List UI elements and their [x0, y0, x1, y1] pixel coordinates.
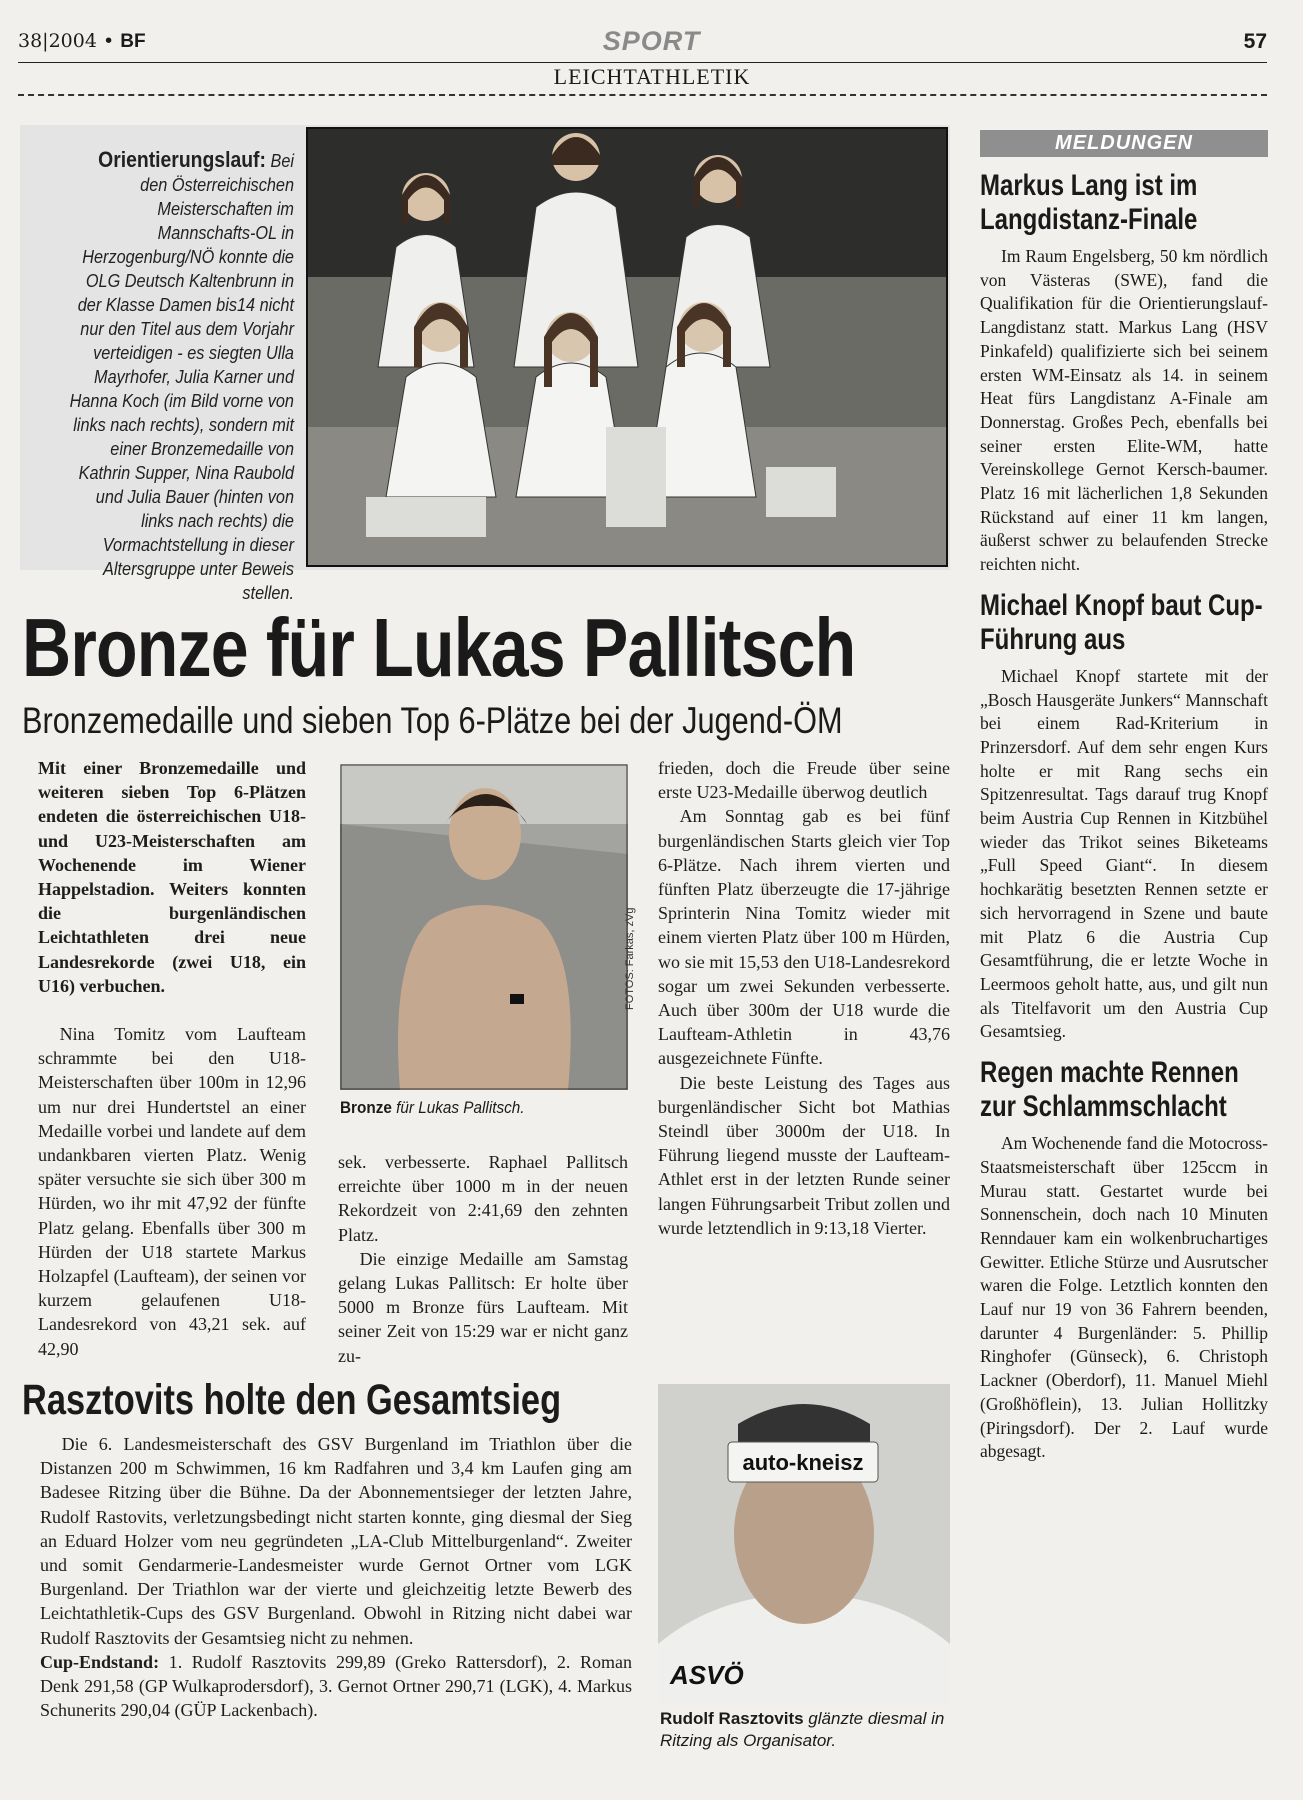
sidebar-text: Im Raum Engelsberg, 50 km nördlich von Västeras (SWE), fand die Qualifikation für die Orientierungslauf-Langdistanz statt. Markus Lang (HSV Pinkafeld) qualifizierte sich bei seinem ersten WM-Einsatz als 14. in seinem Heat fürs Langdistanz A-Finale am Donnerstag. Großes Pech, ebenfalls bei seiner ersten Elite-WM, hatte Vereinskollege Gernot Kersch-baumer. Platz 16 mit lächerlichen 1,8 Sekunden Rückstand auf einer 11 km langen, äußerst schwer zu belaufenden Strecke reichten nicht. — [980, 246, 1268, 575]
header-rule — [18, 62, 1267, 63]
article-paragraph: Die beste Leistung des Tages aus burgenländischer Sicht bot Mathias Steindl über 3000m der U18. In Führung liegend musste der Laufteam-Athlet erst in der letzten Runde seiner langen Führungsarbeit Tribut zollen und wurde letztendlich in 9:13,18 Vierter. — [658, 1072, 950, 1238]
headband-text: auto-kneisz — [742, 1450, 864, 1475]
article-paragraph: Nina Tomitz vom Laufteam schrammte bei den U18-Meisterschaften über 100m in 12,96 um nur drei Hundertstel an einer Medaille vorbei und landete auf dem undankbaren vierten Platz. Wenig später versuchte sie sich über 300 m Hürden, wo ihr mit 47,92 der fünfte Platz gelang. Ebenfalls über 300 m Hürden der U18 startete Markus Holzapfel (Laufteam), der seinen vor kurzem gelaufenen U18-Landesrekord von 43,21 sek. auf 42,90 — [38, 1024, 306, 1359]
subsection-title: LEICHTATHLETIK — [510, 64, 794, 90]
section-title: SPORT — [602, 26, 701, 56]
portrait-photo-caption: Rudolf Rasztovits glänzte diesmal in Ritzing als Organisator. — [660, 1709, 945, 1750]
second-headline: Rasztovits holte den Gesamtsieg — [22, 1376, 562, 1424]
runner-photo — [340, 764, 628, 1090]
article-column-2 — [338, 1150, 628, 1368]
article-paragraph: frieden, doch die Freude über seine erste U23-Medaille überwog deutlich — [658, 758, 950, 803]
article-paragraph: Die einzige Medaille am Samstag gelang Lukas Pallitsch: Er holte über 5000 m Bronze fürs Laufteam. Mit seiner Zeit von 15:29 war er nicht ganz zu- — [338, 1248, 628, 1366]
page-number: 57 — [1243, 30, 1267, 53]
sidebar-label: MELDUNGEN — [980, 130, 1268, 157]
header-dashed-rule — [18, 94, 1267, 96]
article-paragraph: Die 6. Landesmeisterschaft des GSV Burgenland im Triathlon über die Distanzen 200 m Schwimmen, 16 km Radfahren und 3,4 km Laufen ging am Badesee Ritzing über die Bühne. Da der Abonnementsieger der letzten Jahre, Rudolf Rastovits, verletzungsbedingt nicht starten konnte, ging diesmal der Sieg an Eduard Holzer vom neu gegründeten „LA-Club Mittelburgenland“. Zweiter und somit Gendarmerie-Landesmeister wurde Gernot Ortner vom LGK Burgenland. Der Triathlon war der vierte und gleichzeitig letzte Bewerb des Leichtathletik-Cups des GSV Burgenland. Obwohl in Ritzing nicht dabei war Rudolf Rasztovits der Gesamtsieg nicht zu nehmen. — [40, 1434, 632, 1648]
sidebar-headline: Regen machte Rennen zur Schlammschlacht — [980, 1056, 1239, 1124]
team-photo — [306, 127, 948, 567]
sidebar-headline: Markus Lang ist im Langdistanz-Finale — [980, 169, 1198, 236]
article-lead: Mit einer Bronzemedaille und weiteren sieben Top 6-Plätzen endeten die österreichischen U18- und U23-Meisterschaften am Wochenende im Wiener Happelstadion. Weiters konnten die burgenländischen Leichtathleten drei neue Landesrekorde (zwei U18, ein U16) verbuchen. — [38, 758, 306, 996]
shirt-logo: ASVÖ — [670, 1660, 744, 1690]
news-sidebar — [980, 130, 1268, 1464]
second-article — [40, 1432, 632, 1722]
cup-standings: Cup-Endstand: 1. Rudolf Rasztovits 299,89 (Greko Rattersdorf), 2. Roman Denk 291,58 (GP Wulkaprodersdorf), 3. Gernot Ortner 290,71 (LGK), 4. Markus Schunerits 290,04 (GÜP Lackenbach). — [40, 1651, 632, 1721]
runner-photo-caption: Bronze für Lukas Pallitsch. — [340, 1098, 525, 1117]
main-headline: Bronze für Lukas Pallitsch — [22, 601, 856, 694]
photo1-caption: Orientierungslauf: Bei den Österreichischen Meisterschaften im Mannschafts-OL in Herzogenburg/NÖ konnte die OLG Deutsch Kaltenbrunn in der Klasse Damen bis14 nicht nur den Titel aus dem Vorjahr verteidigen - es siegten Ulla Mayrhofer, Julia Karner und Hanna Koch (im Bild vorne von links nach rechts), sondern mit einer Bronzemedaille von Kathrin Supper, Nina Raubold und Julia Bauer (hinten von links nach rechts) die Vormachtstellung in dieser Altersgruppe unter Beweis stellen. — [69, 147, 295, 603]
portrait-photo — [658, 1384, 950, 1704]
main-subheadline: Bronzemedaille und sieben Top 6-Plätze bei der Jugend-ÖM — [22, 700, 843, 741]
article-column-3 — [658, 756, 950, 1240]
article-paragraph: sek. verbesserte. Raphael Pallitsch erreichte über 1000 m in der neuen Rekordzeit von 2:41,69 den zehnten Platz. — [338, 1152, 628, 1245]
article-paragraph: Am Sonntag gab es bei fünf burgenländischen Starts gleich vier Top 6-Plätze. Nach ihrem vierten und fünften Platz überzeugte die 17-jährige Sprinterin Nina Tomitz wieder mit einem vierten Platz über 100 m Hürden, wo sie mit 15,53 den U18-Landesrekord sogar um zwei Sekunden verbesserte. Auch über 300m der U18 wurde die Laufteam-Athletin in 43,76 ausgezeichnete Fünfte. — [658, 806, 950, 1069]
sidebar-headline: Michael Knopf baut Cup-Führung aus — [980, 588, 1263, 656]
photo-credit: FOTOS: Farkas, zVg — [624, 907, 636, 1010]
sidebar-text: Am Wochenende fand die Motocross-Staatsmeisterschaft über 125ccm in Murau statt. Gestartet wurde bei Sonnenschein, doch nach 10 Minuten Renndauer kam ein wolkenbruchartiges Gewitter. Etliche Stürze und Ausrutscher waren die Folge. Letztlich konnten den Lauf nur 19 von 36 Fahrern beenden, darunter 4 Burgenländer: 5. Phillip Ringhofer (Günseck), 6. Christoph Lackner (Oberdorf), 11. Manuel Miehl (Großhöflein), 13. Julian Hollitzky (Piringsdorf). Der 2. Lauf wurde abgesagt. — [980, 1133, 1268, 1462]
article-column-1 — [38, 756, 306, 1361]
issue-number: 38|2004 • BF — [18, 30, 146, 52]
sidebar-text: Michael Knopf startete mit der „Bosch Hausgeräte Junkers“ Mannschaft bei einem Rad-Kriterium in Prinzersdorf. Auf dem sehr engen Kurs holte er mit Rang sechs ein Spitzenresultat. Tags darauf trug Knopf beim Austria Cup Rennen in Kitzbühel wieder das Trikot seines Biketeams „Full Speed Giant“. In diesem hochkarätig besetzten Rennen setzte er sich hervorragend in Szene und baute mit Platz 6 die Austria Cup Gesamtführung, die er letzte Woche in Leermoos geholt hatte, aus, und gilt nun als Titelfavorit um den Austria Cup Gesamtsieg. — [980, 665, 1268, 1042]
